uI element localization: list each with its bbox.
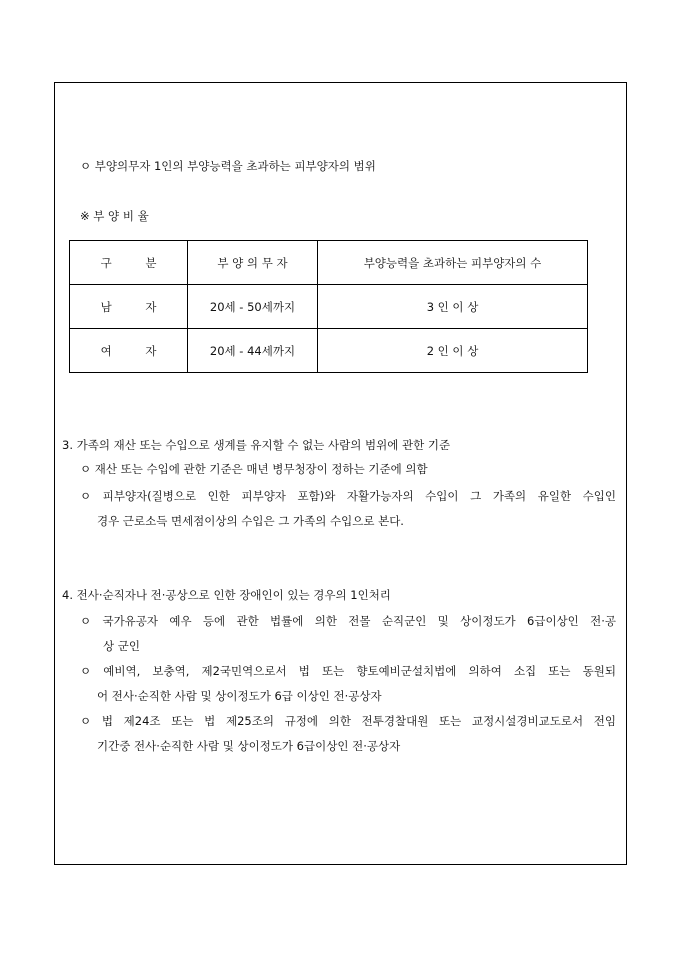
table-cell: 3 인 이 상: [318, 285, 588, 329]
support-ratio-table: [69, 240, 588, 373]
section4-title: 4. 전사·순직자나 전·공상으로 인한 장애인이 있는 경우의 1인처리: [62, 588, 391, 602]
table-cell: 20세 - 44세까지: [188, 329, 318, 373]
section4-item: ㅇ 법 제24조 또는 법 제25조의 규정에 의한 전투경찰대원 또는 교정시설경비교도로서 전임: [80, 714, 616, 728]
section4-item: ㅇ 국가유공자 예우 등에 관한 법률에 의한 전몰 순직군인 및 상이정도가 6급이상인 전·공: [80, 614, 616, 628]
intro-item: ㅇ 부양의무자 1인의 부양능력을 초과하는 피부양자의 범위: [80, 159, 376, 173]
header-cell: 부양능력을 초과하는 피부양자의 수: [318, 241, 588, 285]
section4-item: ㅇ 예비역, 보충역, 제2국민역으로서 법 또는 향토예비군설치법에 의하여 소집 또는 동원되: [80, 664, 616, 678]
table-row: [70, 285, 588, 329]
section3-title: 3. 가족의 재산 또는 수입으로 생계를 유지할 수 없는 사람의 범위에 관한 기준: [62, 438, 451, 452]
table-cell: 2 인 이 상: [318, 329, 588, 373]
section4-item-cont: 상 군인: [103, 639, 140, 653]
section3-item: ㅇ 피부양자(질병으로 인한 피부양자 포함)와 자활가능자의 수입이 그 가족의 유일한 수입인: [80, 489, 616, 503]
table-cell: 20세 - 50세까지: [188, 285, 318, 329]
table-cell: 남 자: [70, 285, 188, 329]
table-header-row: [70, 241, 588, 285]
table-row: [70, 329, 588, 373]
section4-item-cont: 어 전사·순직한 사람 및 상이정도가 6급 이상인 전·공상자: [97, 689, 382, 703]
table-cell: 여 자: [70, 329, 188, 373]
ratio-note: ※ 부 양 비 율: [80, 209, 149, 223]
header-cell: 구 분: [70, 241, 188, 285]
section3-item-cont: 경우 근로소득 면세점이상의 수입은 그 가족의 수입으로 본다.: [97, 514, 404, 528]
header-cell: 부 양 의 무 자: [188, 241, 318, 285]
section3-item: ㅇ 재산 또는 수입에 관한 기준은 매년 병무청장이 정하는 기준에 의함: [80, 462, 428, 476]
section4-item-cont: 기간중 전사·순직한 사람 및 상이정도가 6급이상인 전·공상자: [97, 739, 401, 753]
